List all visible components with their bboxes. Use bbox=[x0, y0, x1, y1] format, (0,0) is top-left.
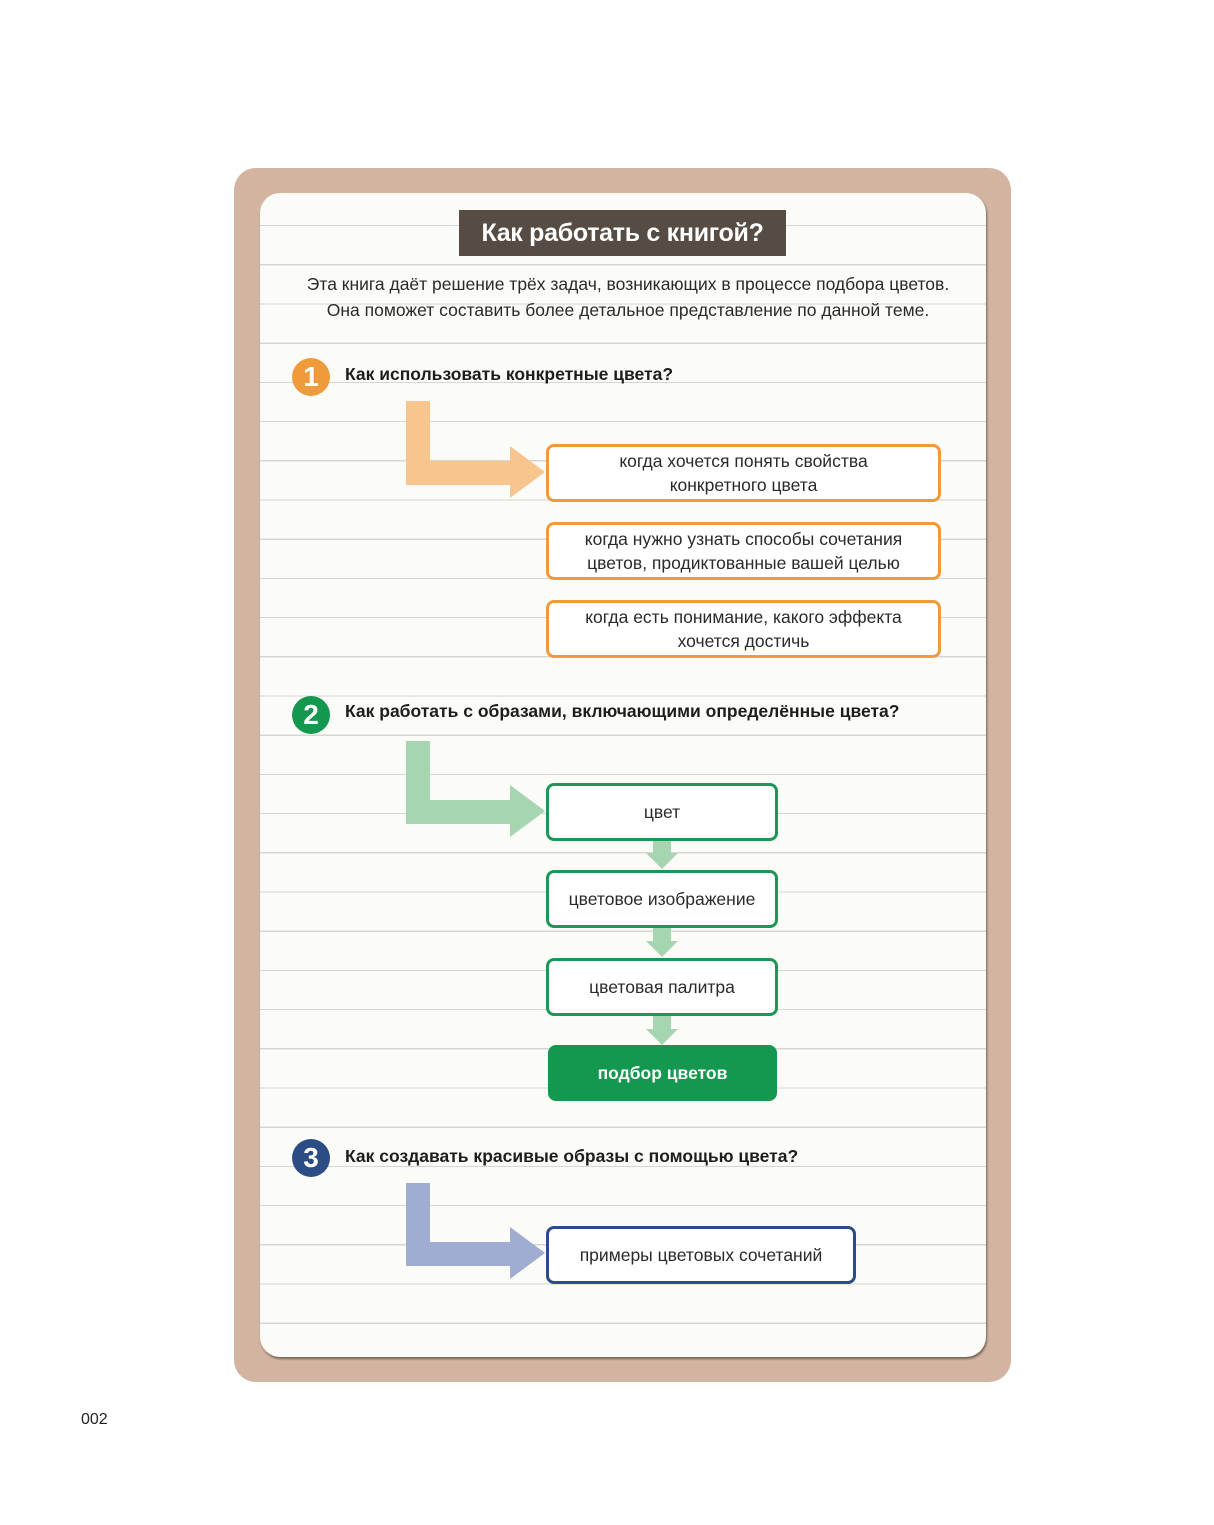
page-number: 002 bbox=[81, 1411, 108, 1428]
section-3-item-1: примеры цветовых сочетаний bbox=[546, 1226, 856, 1284]
section-3-number-badge: 3 bbox=[292, 1139, 330, 1177]
section-2-step-color-selection: подбор цветов bbox=[548, 1045, 777, 1101]
section-1-number-badge: 1 bbox=[292, 358, 330, 396]
section-1-item-1: когда хочется понять свойства конкретного цвета bbox=[546, 444, 941, 502]
section-2-number-badge: 2 bbox=[292, 696, 330, 734]
section-2-heading: Как работать с образами, включающими определённые цвета? bbox=[345, 701, 900, 721]
section-1-item-2: когда нужно узнать способы сочетания цветов, продиктованные вашей целью bbox=[546, 522, 941, 580]
intro-line-2: Она поможет составить более детальное представление по данной теме. bbox=[326, 300, 930, 320]
page-title: Как работать с книгой? bbox=[459, 210, 786, 256]
section-1-item-3: когда есть понимание, какого эффекта хочется достичь bbox=[546, 600, 941, 658]
section-3-arrow-icon bbox=[0, 0, 1, 1]
intro-text bbox=[276, 271, 980, 323]
section-2-step-color-image: цветовое изображение bbox=[546, 870, 778, 928]
section-1-heading: Как использовать конкретные цвета? bbox=[345, 364, 674, 384]
section-3-heading: Как создавать красивые образы с помощью цвета? bbox=[345, 1146, 799, 1166]
section-2-step-color-palette: цветовая палитра bbox=[546, 958, 778, 1016]
section-2-step-color: цвет bbox=[546, 783, 778, 841]
intro-line-1: Эта книга даёт решение трёх задач, возникающих в процессе подбора цветов. bbox=[306, 274, 950, 294]
